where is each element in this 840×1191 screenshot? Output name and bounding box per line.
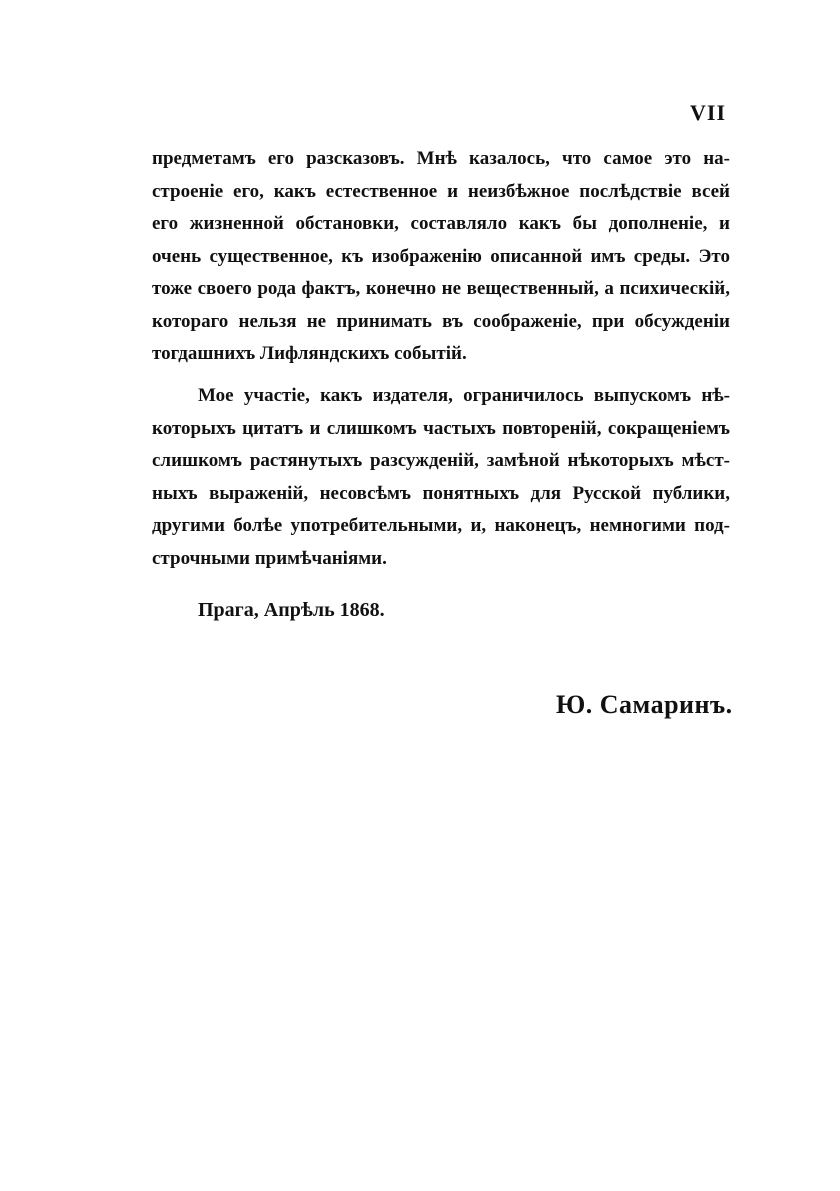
author-signature: Ю. Самаринъ. <box>556 690 733 719</box>
text-line: Мое участіе, какъ издателя, ограничилось выпускомъ нѣ- <box>198 385 730 406</box>
text-line: очень существенное, къ изображенію описанной имъ среды. Это <box>152 245 730 267</box>
dateline <box>198 599 385 622</box>
text-line: тоже своего рода фактъ, конечно не вещественный, а психическій, <box>152 278 730 299</box>
text-line: предметамъ его разсказовъ. Мнѣ казалось, что самое это на- <box>152 148 730 169</box>
paragraph-1 <box>152 143 730 371</box>
text-line: строчными примѣчаніями. <box>152 547 387 569</box>
text-line: ныхъ выраженій, несовсѣмъ понятныхъ для Русской публики, <box>152 482 730 504</box>
page-number: VII <box>690 100 727 125</box>
text-line: слишкомъ растянутыхъ разсужденій, замѣной нѣкоторыхъ мѣст- <box>152 450 730 471</box>
text-line: строеніе его, какъ естественное и неизбѣжное послѣдствіе всей <box>152 180 730 202</box>
text-line: которыхъ цитатъ и слишкомъ частыхъ повтореній, сокращеніемъ <box>152 417 730 439</box>
text-line: котораго нельзя не принимать въ соображеніе, при обсужденіи <box>152 310 730 332</box>
dateline-place: Прага, <box>198 599 259 621</box>
text-line: его жизненной обстановки, составляло какъ бы дополненіе, и <box>152 213 730 234</box>
dateline-date: Апрѣль 1868. <box>263 599 385 621</box>
text-line: другими болѣе употребительными, и, наконецъ, немногими под- <box>152 515 730 536</box>
paragraph-2 <box>152 380 730 575</box>
text-line: тогдашнихъ Лифляндскихъ событій. <box>152 343 467 364</box>
